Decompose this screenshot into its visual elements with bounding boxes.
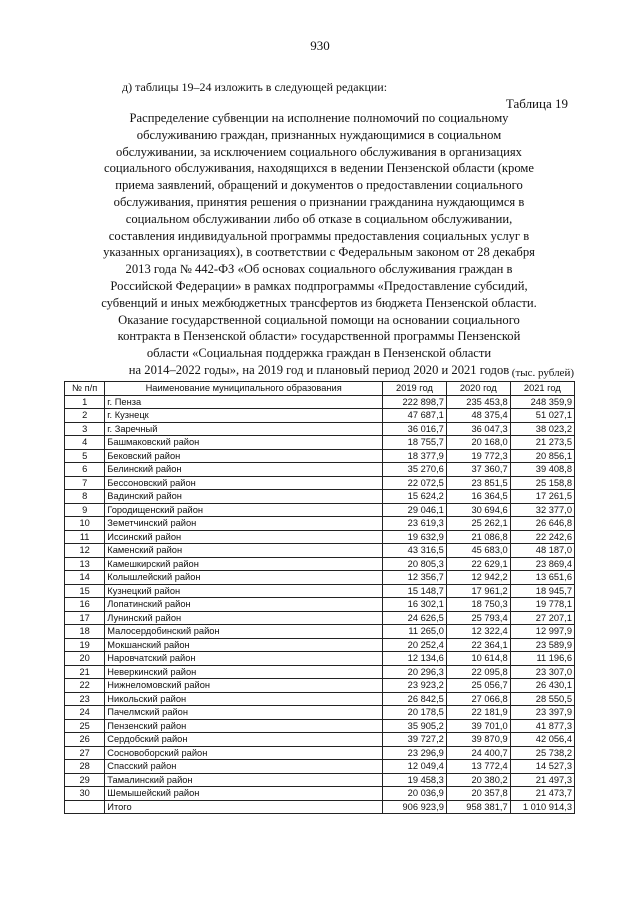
table-cell: 27 — [65, 746, 105, 760]
table-cell: Пачелмский район — [105, 706, 383, 720]
table-cell: Вадинский район — [105, 490, 383, 504]
table-cell: Башмаковский район — [105, 436, 383, 450]
column-header: 2021 год — [510, 382, 574, 396]
table-cell: 21 — [65, 665, 105, 679]
column-header: 2019 год — [383, 382, 447, 396]
table-cell: 37 360,7 — [446, 463, 510, 477]
table-cell: 235 453,8 — [446, 395, 510, 409]
table-cell: 20 856,1 — [510, 449, 574, 463]
table-row — [65, 584, 575, 598]
table-cell: 13 651,6 — [510, 571, 574, 585]
page-number: 930 — [310, 38, 330, 53]
table-row — [65, 733, 575, 747]
table-cell: 11 196,6 — [510, 652, 574, 666]
table-cell: Неверкинский район — [105, 665, 383, 679]
table-cell: 12 997,9 — [510, 625, 574, 639]
table-cell: Тамалинский район — [105, 773, 383, 787]
table-cell: 28 550,5 — [510, 692, 574, 706]
table-cell: Лунинский район — [105, 611, 383, 625]
table-cell: 32 377,0 — [510, 503, 574, 517]
table-label: Таблица 19 — [505, 96, 568, 111]
table-row — [65, 787, 575, 801]
table-row — [65, 625, 575, 639]
table-cell: Лопатинский район — [105, 598, 383, 612]
table-cell: 22 095,8 — [446, 665, 510, 679]
table-cell: 20 296,3 — [383, 665, 447, 679]
table-cell: 30 694,6 — [446, 503, 510, 517]
table-row — [65, 409, 575, 423]
table-cell: 12 942,2 — [446, 571, 510, 585]
table-cell: 20 252,4 — [383, 638, 447, 652]
table-cell: г. Пенза — [105, 395, 383, 409]
table-cell — [65, 800, 105, 814]
table-cell: 25 262,1 — [446, 517, 510, 531]
table-cell: 23 619,3 — [383, 517, 447, 531]
caption-line: указанных организациях), в соответствии с Федеральным законом от 28 декабря — [103, 245, 535, 260]
units-note: (тыс. рублей) — [511, 367, 574, 379]
table-header-row — [65, 382, 575, 396]
table-cell: 20 036,9 — [383, 787, 447, 801]
table-cell: 18 377,9 — [383, 449, 447, 463]
caption-line: составления индивидуальной программы предоставления социальных услуг в — [108, 228, 530, 243]
table-cell: 10 — [65, 517, 105, 531]
table-cell: Итого — [105, 800, 383, 814]
table-cell: 21 086,8 — [446, 530, 510, 544]
table-cell: 5 — [65, 449, 105, 463]
table-row — [65, 692, 575, 706]
table-cell: 906 923,9 — [383, 800, 447, 814]
table-row — [65, 476, 575, 490]
table-cell: Никольский район — [105, 692, 383, 706]
table-cell: 22 629,1 — [446, 557, 510, 571]
table-cell: 26 646,8 — [510, 517, 574, 531]
table-cell: 20 168,0 — [446, 436, 510, 450]
table-cell: 16 — [65, 598, 105, 612]
table-cell: 15 — [65, 584, 105, 598]
table-cell: 21 497,3 — [510, 773, 574, 787]
caption-line: 2013 года № 442-ФЗ «Об основах социального обслуживания граждан в — [125, 262, 513, 277]
table-cell: 8 — [65, 490, 105, 504]
table-cell: Малосердобинский район — [105, 625, 383, 639]
table-cell: 4 — [65, 436, 105, 450]
table-cell: 39 727,2 — [383, 733, 447, 747]
table-cell: 24 — [65, 706, 105, 720]
table-cell: 39 701,0 — [446, 719, 510, 733]
caption-line: субвенций и иных межбюджетных трансфертов из бюджета Пензенской области. — [101, 295, 537, 310]
caption-line: контракта в Пензенской области» государственной программы Пензенской — [117, 329, 521, 344]
table-cell: 13 772,4 — [446, 760, 510, 774]
table-cell: 7 — [65, 476, 105, 490]
table-cell: 47 687,1 — [383, 409, 447, 423]
table-cell: г. Кузнецк — [105, 409, 383, 423]
table-cell: 14 — [65, 571, 105, 585]
column-header: Наименование муниципального образования — [105, 382, 383, 396]
table-row — [65, 571, 575, 585]
table-cell: Сосновоборский район — [105, 746, 383, 760]
table-row — [65, 422, 575, 436]
table-cell: 11 265,0 — [383, 625, 447, 639]
table-cell: 16 364,5 — [446, 490, 510, 504]
table-cell: Каменский район — [105, 544, 383, 558]
table-cell: 248 359,9 — [510, 395, 574, 409]
table-cell: 39 408,8 — [510, 463, 574, 477]
table-cell: Белинский район — [105, 463, 383, 477]
table-cell: 12 322,4 — [446, 625, 510, 639]
table-cell: 45 683,0 — [446, 544, 510, 558]
table-row — [65, 449, 575, 463]
table-cell: 20 380,2 — [446, 773, 510, 787]
table-cell: Шемышейский район — [105, 787, 383, 801]
table-cell: Земетчинский район — [105, 517, 383, 531]
table-row — [65, 463, 575, 477]
table-cell: 27 207,1 — [510, 611, 574, 625]
table-cell: 17 — [65, 611, 105, 625]
table-row — [65, 773, 575, 787]
caption-line: Оказание государственной социальной помощи на основании социального — [118, 312, 520, 327]
table-cell: 20 — [65, 652, 105, 666]
table-cell: 19 778,1 — [510, 598, 574, 612]
table-cell: 21 473,7 — [510, 787, 574, 801]
table-cell: Городищенский район — [105, 503, 383, 517]
table-row — [65, 530, 575, 544]
caption-line: социальном обслуживании либо об отказе в социальном обслуживании, — [125, 211, 513, 226]
table-cell: 6 — [65, 463, 105, 477]
table-cell: 22 — [65, 679, 105, 693]
table-cell: 30 — [65, 787, 105, 801]
table-cell: 23 851,5 — [446, 476, 510, 490]
caption-line: на 2014–2022 годы», на 2019 год и плановый период 2020 и 2021 годов — [128, 362, 510, 377]
table-row — [65, 652, 575, 666]
table-cell: 10 614,8 — [446, 652, 510, 666]
subvention-table — [64, 381, 575, 814]
table-cell: 35 905,2 — [383, 719, 447, 733]
table-row — [65, 638, 575, 652]
table-row — [65, 395, 575, 409]
table-cell: 1 010 914,3 — [510, 800, 574, 814]
intro-text: д) таблицы 19–24 изложить в следующей редакции: — [122, 80, 388, 94]
table-cell: 18 945,7 — [510, 584, 574, 598]
table-cell: 23 — [65, 692, 105, 706]
table-cell: 25 738,2 — [510, 746, 574, 760]
table-cell: 25 158,8 — [510, 476, 574, 490]
table-cell: 1 — [65, 395, 105, 409]
table-cell: Колышлейский район — [105, 571, 383, 585]
table-cell: 958 381,7 — [446, 800, 510, 814]
table-cell: 23 869,4 — [510, 557, 574, 571]
total-row — [65, 800, 575, 814]
table-cell: 28 — [65, 760, 105, 774]
column-header: 2020 год — [446, 382, 510, 396]
column-header: № п/п — [65, 382, 105, 396]
table-cell: 23 397,9 — [510, 706, 574, 720]
table-cell: 27 066,8 — [446, 692, 510, 706]
table-cell: 19 — [65, 638, 105, 652]
table-cell: 16 302,1 — [383, 598, 447, 612]
table-row — [65, 719, 575, 733]
table-cell: 26 842,5 — [383, 692, 447, 706]
table-cell: 17 961,2 — [446, 584, 510, 598]
caption-line: приема заявлений, обращений и документов о предоставлении социального — [115, 178, 523, 193]
table-cell: Нижнеломовский район — [105, 679, 383, 693]
table-row — [65, 679, 575, 693]
table-cell: 17 261,5 — [510, 490, 574, 504]
table-cell: 26 430,1 — [510, 679, 574, 693]
table-cell: 12 — [65, 544, 105, 558]
table-cell: 21 273,5 — [510, 436, 574, 450]
table-cell: 22 364,1 — [446, 638, 510, 652]
table-cell: 41 877,3 — [510, 719, 574, 733]
table-cell: 23 307,0 — [510, 665, 574, 679]
table-cell: Бессоновский район — [105, 476, 383, 490]
table-cell: 20 357,8 — [446, 787, 510, 801]
table-row — [65, 557, 575, 571]
caption-line: Распределение субвенции на исполнение полномочий по социальному — [129, 111, 509, 125]
table-cell: Кузнецкий район — [105, 584, 383, 598]
table-cell: 42 056,4 — [510, 733, 574, 747]
table-cell: 51 027,1 — [510, 409, 574, 423]
table-cell: 48 375,4 — [446, 409, 510, 423]
table-cell: 22 181,9 — [446, 706, 510, 720]
table-cell: 11 — [65, 530, 105, 544]
table-cell: 19 458,3 — [383, 773, 447, 787]
table-cell: 15 148,7 — [383, 584, 447, 598]
table-cell: г. Заречный — [105, 422, 383, 436]
table-row — [65, 611, 575, 625]
table-cell: 25 793,4 — [446, 611, 510, 625]
table-row — [65, 517, 575, 531]
caption-line: социального обслуживания, находящихся в ведении Пензенской области (кроме — [104, 161, 534, 176]
table-cell: 26 — [65, 733, 105, 747]
caption-line: обслуживанию граждан, признанных нуждающимися в социальном — [136, 127, 502, 142]
table-cell: 24 626,5 — [383, 611, 447, 625]
table-cell: 12 134,6 — [383, 652, 447, 666]
table-cell: 18 755,7 — [383, 436, 447, 450]
table-cell: Сердобский район — [105, 733, 383, 747]
caption-line: Российской Федерации» в рамках подпрограммы «Предоставление субсидий, — [110, 278, 528, 293]
table-cell: 38 023,2 — [510, 422, 574, 436]
table-row — [65, 436, 575, 450]
table-cell: 18 750,3 — [446, 598, 510, 612]
table-cell: 48 187,0 — [510, 544, 574, 558]
table-cell: 2 — [65, 409, 105, 423]
table-cell: 14 527,3 — [510, 760, 574, 774]
table-cell: 12 356,7 — [383, 571, 447, 585]
table-cell: Иссинский район — [105, 530, 383, 544]
table-cell: 19 772,3 — [446, 449, 510, 463]
table-row — [65, 490, 575, 504]
table-cell: Спасский район — [105, 760, 383, 774]
table-cell: 36 047,3 — [446, 422, 510, 436]
table-row — [65, 706, 575, 720]
table-caption — [64, 110, 574, 379]
table-cell: 23 589,9 — [510, 638, 574, 652]
table-row — [65, 760, 575, 774]
table-cell: Мокшанский район — [105, 638, 383, 652]
table-cell: 22 072,5 — [383, 476, 447, 490]
table-cell: 23 923,2 — [383, 679, 447, 693]
table-cell: 222 898,7 — [383, 395, 447, 409]
table-cell: 23 296,9 — [383, 746, 447, 760]
table-cell: 35 270,6 — [383, 463, 447, 477]
table-cell: 18 — [65, 625, 105, 639]
table-cell: 36 016,7 — [383, 422, 447, 436]
table-cell: 12 049,4 — [383, 760, 447, 774]
table-cell: Пензенский район — [105, 719, 383, 733]
table-cell: 15 624,2 — [383, 490, 447, 504]
table-cell: 20 805,3 — [383, 557, 447, 571]
caption-line: обслуживания, принятия решения о признании гражданина нуждающимся в — [113, 194, 525, 209]
table-row — [65, 665, 575, 679]
table-cell: 39 870,9 — [446, 733, 510, 747]
table-row — [65, 746, 575, 760]
table-cell: 19 632,9 — [383, 530, 447, 544]
table-cell: 24 400,7 — [446, 746, 510, 760]
table-cell: 29 046,1 — [383, 503, 447, 517]
table-cell: 13 — [65, 557, 105, 571]
table-row — [65, 598, 575, 612]
caption-line: области «Социальная поддержка граждан в Пензенской области — [146, 346, 492, 361]
table-cell: 9 — [65, 503, 105, 517]
table-cell: 25 056,7 — [446, 679, 510, 693]
table-row — [65, 503, 575, 517]
table-cell: 43 316,5 — [383, 544, 447, 558]
caption-line: обслуживании, за исключением социального обслуживания в организациях — [116, 144, 522, 159]
table-cell: 29 — [65, 773, 105, 787]
table-cell: 22 242,6 — [510, 530, 574, 544]
table-cell: 3 — [65, 422, 105, 436]
table-cell: 20 178,5 — [383, 706, 447, 720]
table-cell: Наровчатский район — [105, 652, 383, 666]
table-row — [65, 544, 575, 558]
table-cell: Камешкирский район — [105, 557, 383, 571]
table-cell: Бековский район — [105, 449, 383, 463]
table-cell: 25 — [65, 719, 105, 733]
